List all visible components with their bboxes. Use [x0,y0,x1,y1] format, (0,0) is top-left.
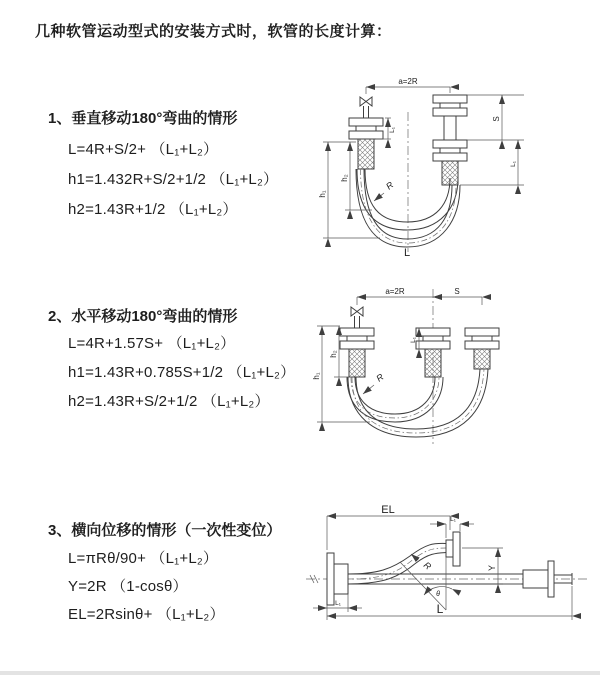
formula-line: h2=1.43R+S/2+1/2 （L₁+L₂） [68,393,270,410]
hose-u-bend-position2 [348,369,488,437]
dim-a2R [357,287,433,297]
radius-leader [411,554,434,572]
dim-label-h1: h₁ [318,190,327,198]
dim-label-L1: L₁ [389,127,396,133]
dim-label-S: S [454,287,460,296]
dim-label-R: R [384,179,396,192]
dim-label-h2: h₂ [329,350,338,358]
section3-heading: 3、横向位移的情形（一次性变位） [48,522,282,539]
radius-leader [374,179,396,201]
formula-line: Y=2R （1-cosθ） [68,578,188,595]
dim-label-L1: L₁ [450,516,456,523]
dim-label-R: R [374,371,386,384]
section2-heading: 2、水平移动180°弯曲的情形 [48,308,238,325]
hose-u-bend-position1 [347,377,443,422]
dim-label-L: L [436,602,444,616]
left-end-fitting [340,328,374,377]
dim-EL [327,504,450,550]
dim-label-theta: θ [436,591,440,598]
formula-line: h2=1.43R+1/2 （L₁+L₂） [68,201,238,218]
dim-label-L1: L₁ [410,337,417,343]
dim-label-h2: h₂ [340,174,349,182]
dim-L1-bottom [313,594,362,612]
dim-label-a2R: a=2R [385,287,405,296]
page-bottom-edge [0,671,600,675]
dim-label-R: R [421,559,434,572]
middle-end-fitting [416,328,450,377]
left-flange [327,553,348,605]
formula-line: EL=2Rsinθ+ （L₁+L₂） [68,606,225,623]
formula-line: h1=1.43R+0.785S+1/2 （L₁+L₂） [68,364,296,381]
dim-Y [462,548,521,584]
valve-icon [360,97,372,118]
dim-label-a2R: a=2R [398,77,418,86]
dim-label-L1: L₁ [510,161,517,167]
formula-line: L=πRθ/90+ （L₁+L₂） [68,550,219,567]
upper-flange [446,532,460,566]
dim-label-EL: EL [381,504,395,516]
dim-label-Y: Y [487,564,497,572]
dim-L1-right [510,140,518,185]
section1-heading: 1、垂直移动180°弯曲的情形 [48,110,238,127]
dim-L [327,586,572,620]
formula-line: h1=1.432R+S/2+1/2 （L₁+L₂） [68,171,279,188]
dim-label-L1: L₁ [335,600,341,607]
dim-label-h1: h₁ [312,372,321,380]
diagram-lateral-displacement [300,500,598,655]
radius-leader [363,371,386,394]
right-end-fitting [433,95,467,185]
dim-L1-top [430,516,474,538]
right-end-fitting [465,328,499,369]
valve-icon [351,307,363,328]
formula-line: L=4R+S/2+ （L₁+L₂） [68,141,219,158]
diagram-horizontal-180-bend [312,284,594,454]
diagram-vertical-180-bend [310,70,592,258]
page-title: 几种软管运动型式的安装方式时，软管的长度计算： [35,23,392,40]
dim-S [460,95,524,185]
formula-line: L=4R+1.57S+ （L₁+L₂） [68,335,236,352]
dim-S [357,287,482,305]
dim-a2R [366,77,450,94]
left-end-fitting [349,118,383,169]
dim-label-L: L [404,247,411,259]
dim-label-S: S [492,116,501,122]
